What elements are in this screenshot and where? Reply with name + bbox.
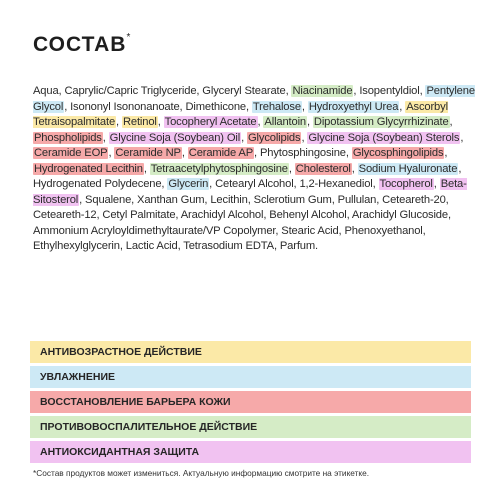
highlighted-ingredient: Phospholipids bbox=[34, 131, 102, 144]
highlighted-ingredient: Ascorbyl Tetraisopalmitate bbox=[33, 100, 448, 129]
ingredient-text: , bbox=[257, 116, 264, 129]
highlighted-ingredient: Tocopherol bbox=[379, 178, 433, 191]
highlighted-ingredient: Hydroxyethyl Urea bbox=[308, 100, 399, 113]
legend-item: УВЛАЖНЕНИЕ bbox=[30, 366, 471, 388]
highlighted-ingredient: Dipotassium Glycyrrhizinate bbox=[313, 116, 449, 129]
ingredient-text: , Isononyl Isononanoate, Dimethicone, bbox=[64, 100, 252, 113]
ingredient-text: , bbox=[301, 131, 308, 144]
highlighted-ingredient: Cholesterol bbox=[295, 162, 351, 175]
highlighted-ingredient: Ceramide AP bbox=[188, 147, 254, 160]
highlighted-ingredient: Allantoin bbox=[264, 116, 306, 129]
legend-item: ПРОТИВОВОСПАЛИТЕЛЬНОЕ ДЕЙСТВИЕ bbox=[30, 416, 471, 438]
ingredient-text: , Hydrogenated Polydecene, bbox=[33, 162, 462, 191]
highlighted-ingredient: Tocopheryl Acetate bbox=[164, 116, 257, 129]
ingredient-text: , Squalene, Xanthan Gum, Lecithin, Sclerotium Gum, Pullulan, Ceteareth-20, Ceteareth-12, Cetyl Palmitate, Arachidyl Alcohol, Behenyl Alcohol, Arachidyl Glucoside, Ammonium Acryloyldimethyltaurate/VP Copolymer, Stearic Acid, Phenoxyethanol, Ethylhexylglycerin, Lactic Acid, Tetrasodium EDTA, Parfum. bbox=[33, 193, 451, 253]
ingredient-text: , bbox=[241, 131, 247, 144]
highlighted-ingredient: Niacinamide bbox=[292, 85, 353, 97]
highlighted-ingredient: Glycosphingolipids bbox=[352, 147, 444, 160]
ingredient-text: Aqua, Caprylic/Capric Triglyceride, Glyceryl Stearate, bbox=[33, 85, 292, 97]
ingredient-text: , bbox=[157, 116, 164, 129]
footnote: *Состав продуктов может измениться. Актуальную информацию смотрите на этикетке. bbox=[33, 468, 370, 478]
highlighted-ingredient: Trehalose bbox=[252, 100, 301, 113]
ingredient-text: , Cetearyl Alcohol, 1,2-Hexanediol, bbox=[209, 178, 379, 191]
highlighted-ingredient: Glycolipids bbox=[247, 131, 301, 144]
ingredient-text: , bbox=[307, 116, 313, 129]
highlighted-ingredient: Beta-Sitosterol bbox=[33, 178, 467, 206]
highlighted-ingredient: Ceramide NP bbox=[115, 147, 181, 160]
highlighted-ingredient: Retinol bbox=[122, 116, 157, 129]
ingredient-text: , bbox=[181, 147, 188, 160]
ingredient-text: , bbox=[399, 100, 406, 113]
highlighted-ingredient: Glycine Soja (Soybean) Sterols bbox=[308, 131, 460, 144]
legend-item: ВОССТАНОВЛЕНИЕ БАРЬЕРА КОЖИ bbox=[30, 391, 471, 413]
highlighted-ingredient: Tetraacetylphytosphingosine bbox=[150, 162, 288, 175]
ingredient-text: , bbox=[460, 131, 464, 144]
page-title: СОСТАВ* bbox=[33, 32, 132, 56]
highlighted-ingredient: Pentylene Glycol bbox=[33, 85, 475, 113]
ingredient-text: , bbox=[449, 116, 453, 129]
title-footnote-mark: * bbox=[126, 32, 132, 43]
legend-item: АНТИВОЗРАСТНОЕ ДЕЙСТВИЕ bbox=[30, 341, 471, 363]
ingredient-text: , bbox=[433, 178, 440, 191]
highlighted-ingredient: Glycine Soja (Soybean) Oil bbox=[109, 131, 241, 144]
ingredient-text: , bbox=[143, 162, 150, 175]
ingredient-text: , bbox=[301, 100, 308, 113]
ingredient-text: , bbox=[444, 147, 448, 160]
highlighted-ingredient: Ceramide EOP bbox=[34, 147, 108, 160]
ingredient-text: , bbox=[116, 116, 122, 129]
highlighted-ingredient: Hydrogenated Lecithin bbox=[34, 162, 143, 175]
ingredient-text: , Phytosphingosine, bbox=[254, 147, 352, 160]
ingredient-text: , bbox=[102, 131, 109, 144]
highlighted-ingredient: Sodium Hyaluronate bbox=[358, 162, 458, 175]
ingredient-text: , bbox=[108, 147, 115, 160]
ingredient-text: , Isopentyldiol, bbox=[353, 85, 426, 97]
legend-item: АНТИОКСИДАНТНАЯ ЗАЩИТА bbox=[30, 441, 471, 463]
ingredient-text: , bbox=[351, 162, 358, 175]
ingredients-list bbox=[33, 84, 475, 255]
highlighted-ingredient: Glycerin bbox=[168, 178, 209, 191]
ingredient-text: , bbox=[288, 162, 295, 175]
